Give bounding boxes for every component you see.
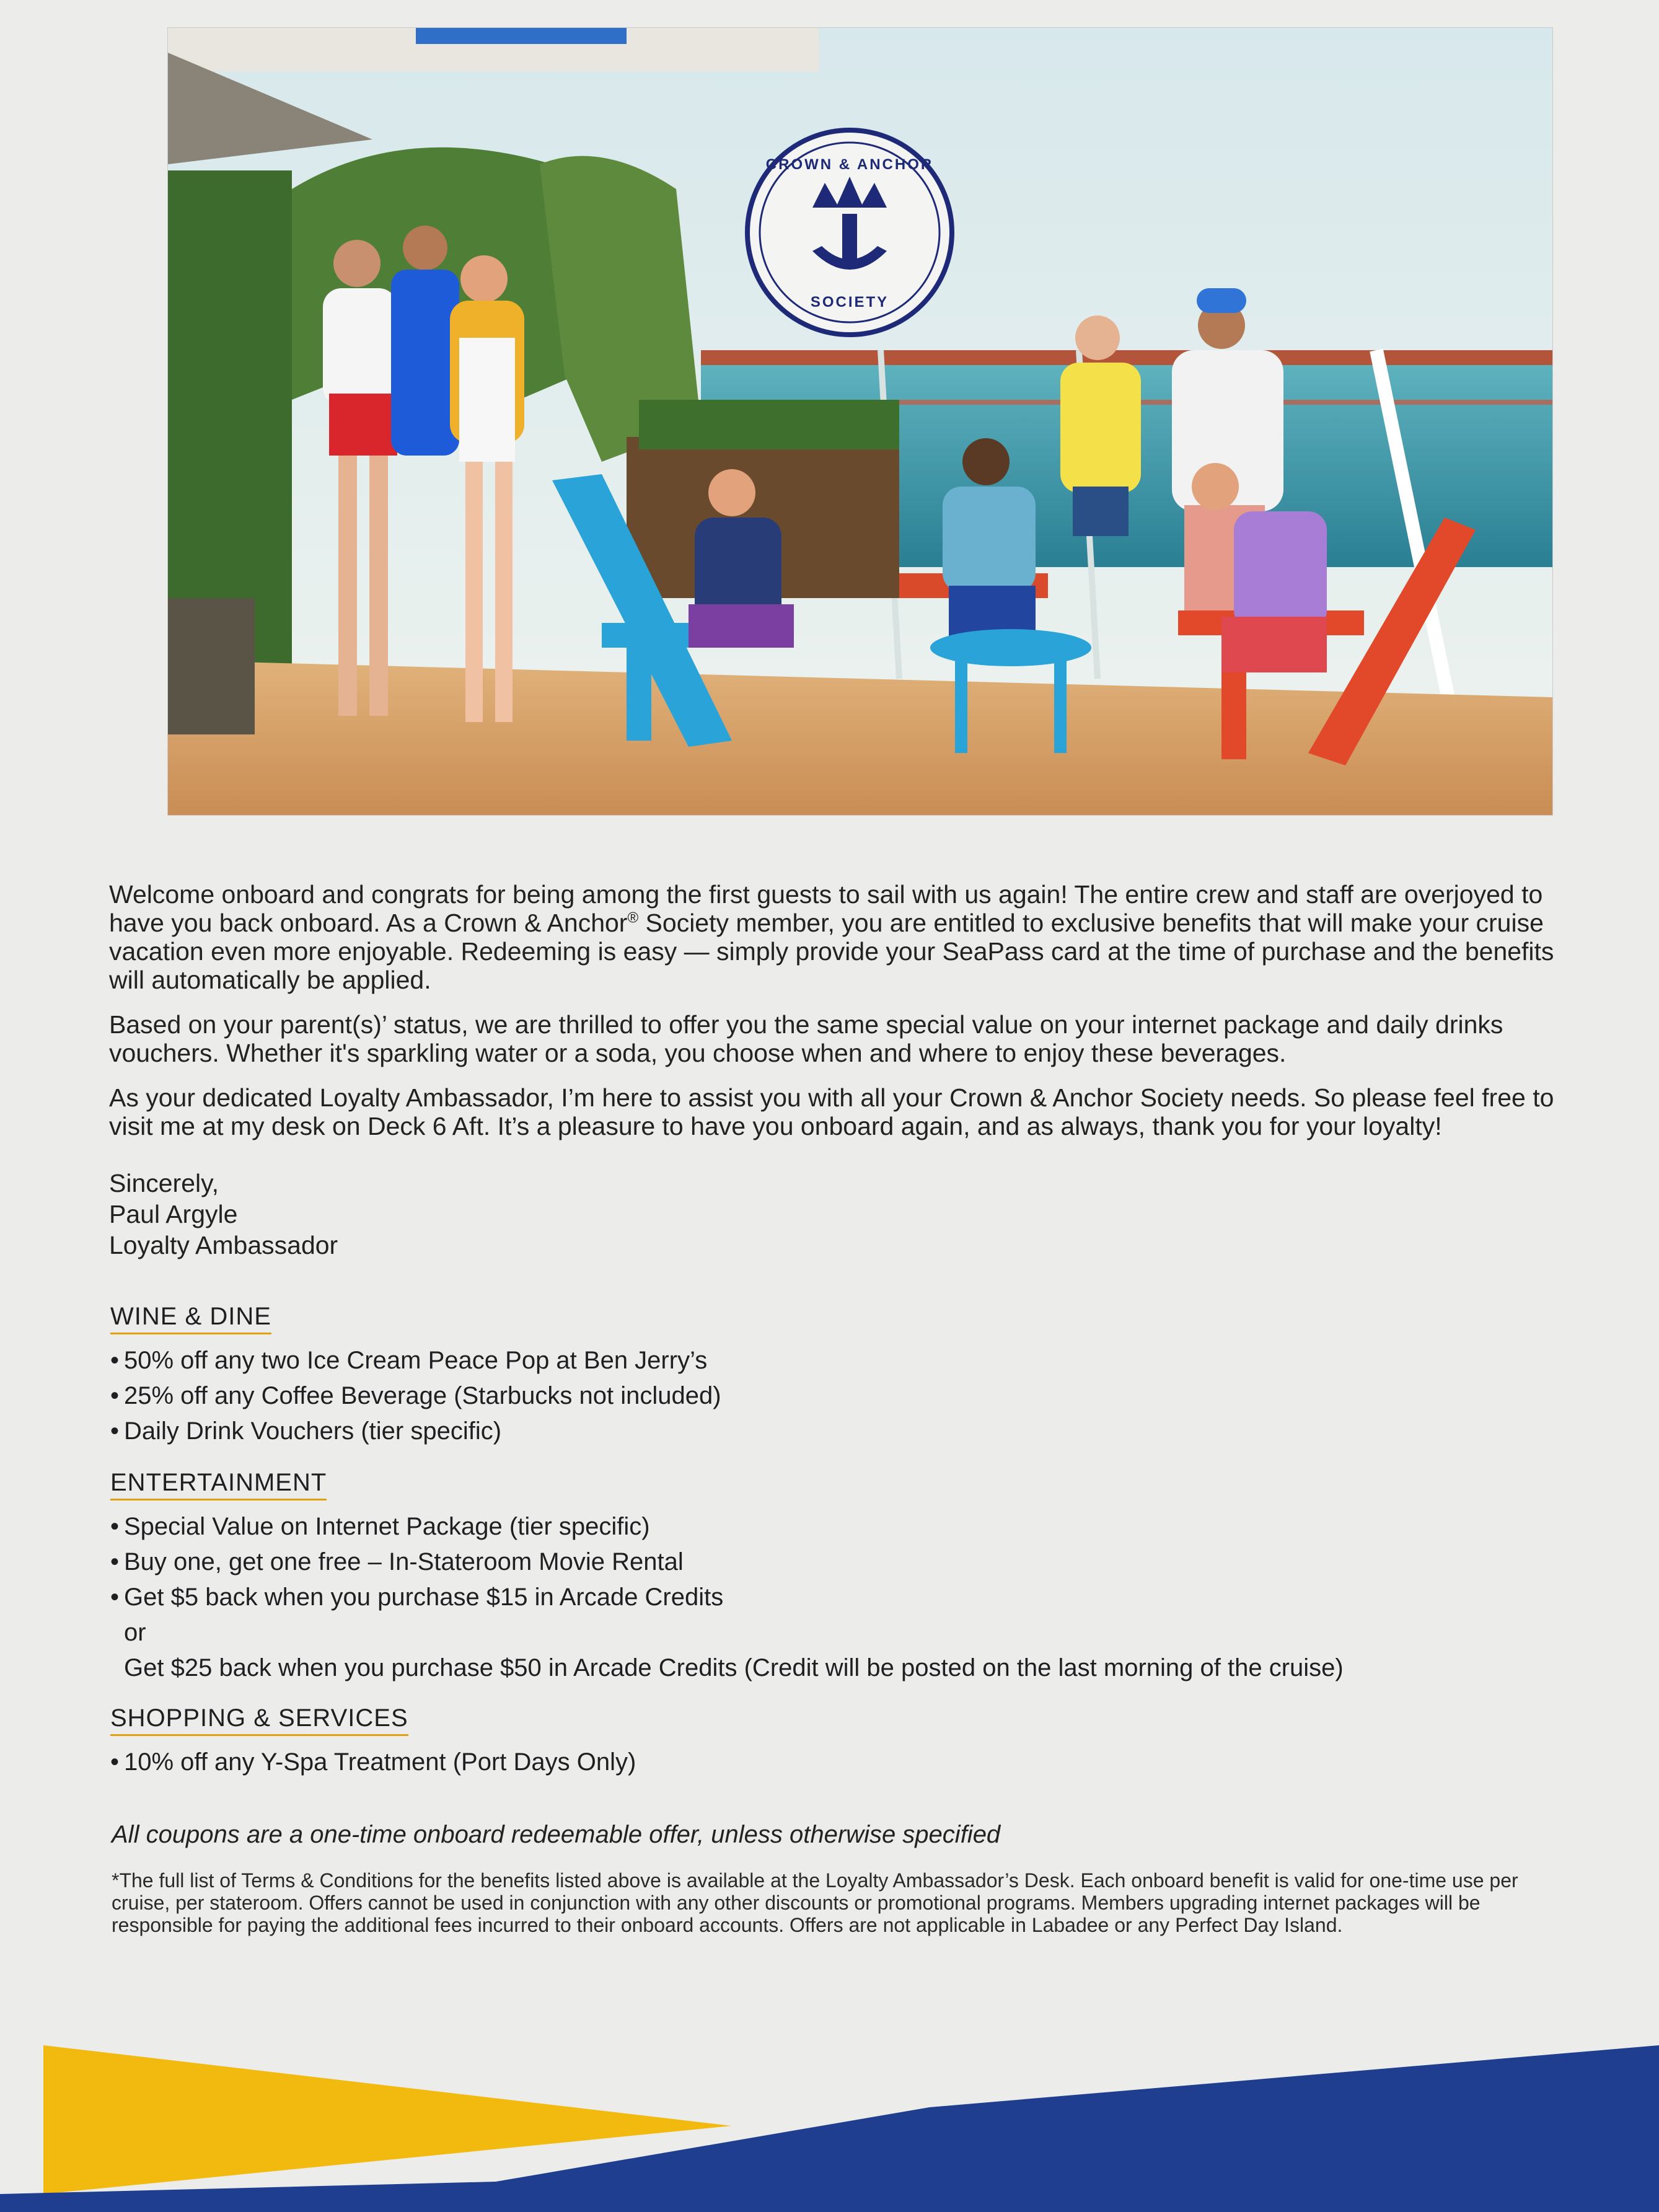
list-item: • Buy one, get one free – In-Stateroom Movie Rental — [110, 1548, 684, 1575]
or-label: or — [124, 1619, 146, 1646]
section-title-entertainment: ENTERTAINMENT — [110, 1468, 327, 1500]
intro-paragraph-3: As your dedicated Loyalty Ambassador, I’m here to assist you with all your Crown & Anchor Society needs. So please feel free to visit me at my desk on Deck 6 Aft. It’s a pleasure to have you onboard again, and as always, thank you for your loyalty! — [109, 1083, 1554, 1140]
list-item: • 25% off any Coffee Beverage (Starbucks not included) — [110, 1382, 721, 1409]
hero-photo — [167, 27, 1553, 816]
list-item: • Daily Drink Vouchers (tier specific) — [110, 1417, 502, 1445]
intro-paragraph-1: Welcome onboard and congrats for being among the first guests to sail with us again! The entire crew and staff are overjoyed to have you back onboard. As a Crown & Anchor® Society member, you are entitled to exclusive benefits that will make your cruise vacation even more enjoyable. Redeeming is easy — simply provide your SeaPass card at the time of purchase and the benefits will automatically be applied. — [109, 880, 1554, 994]
section-shopping-services — [110, 1703, 636, 1780]
section-entertainment — [110, 1468, 1344, 1686]
list-item: • 10% off any Y-Spa Treatment (Port Days Only) — [110, 1748, 636, 1776]
signature-name: Paul Argyle — [109, 1200, 238, 1228]
section-wine-dine — [110, 1302, 721, 1449]
registered-mark: ® — [627, 909, 639, 927]
signature-role: Loyalty Ambassador — [109, 1231, 338, 1259]
section-title-wine-dine: WINE & DINE — [110, 1302, 271, 1334]
list-item: • Get $5 back when you purchase $15 in Arcade Credits — [110, 1584, 724, 1611]
logo-bottom-text: SOCIETY — [810, 294, 889, 311]
signature-block — [109, 1168, 1584, 1261]
terms-fine-print: *The full list of Terms & Conditions for the benefits listed above is available at the Loyalty Ambassador’s Desk. Each onboard benefit is valid for one-time use per cruise, per stateroom. Offers cannot be used in conjunction with any other discounts or promotional programs. Members upgrading internet packages will be responsible for paying the additional fees incurred to their onboard accounts. Offers are not applicable in Labadee or any Perfect Day Island. — [112, 1869, 1518, 1936]
list-item: • Special Value on Internet Package (tier specific) — [110, 1513, 650, 1540]
list-item-continuation: Get $25 back when you purchase $50 in Arcade Credits (Credit will be posted on the last morning of the cruise) — [124, 1654, 1344, 1681]
signature-closing: Sincerely, — [109, 1169, 219, 1197]
section-title-shopping: SHOPPING & SERVICES — [110, 1703, 408, 1736]
coupon-disclaimer: All coupons are a one-time onboard redeemable offer, unless otherwise specified — [112, 1821, 1001, 1848]
decorative-wave — [0, 2039, 1659, 2212]
list-item: • 50% off any two Ice Cream Peace Pop at Ben Jerry’s — [110, 1347, 708, 1374]
logo-top-text: CROWN & ANCHOR — [765, 156, 934, 173]
letter-body — [109, 880, 1584, 1261]
intro-paragraph-2: Based on your parent(s)’ status, we are thrilled to offer you the same special value on your internet package and daily drinks vouchers. Whether it's sparkling water or a soda, you choose when and where to enjoy these beverages. — [109, 1010, 1503, 1067]
